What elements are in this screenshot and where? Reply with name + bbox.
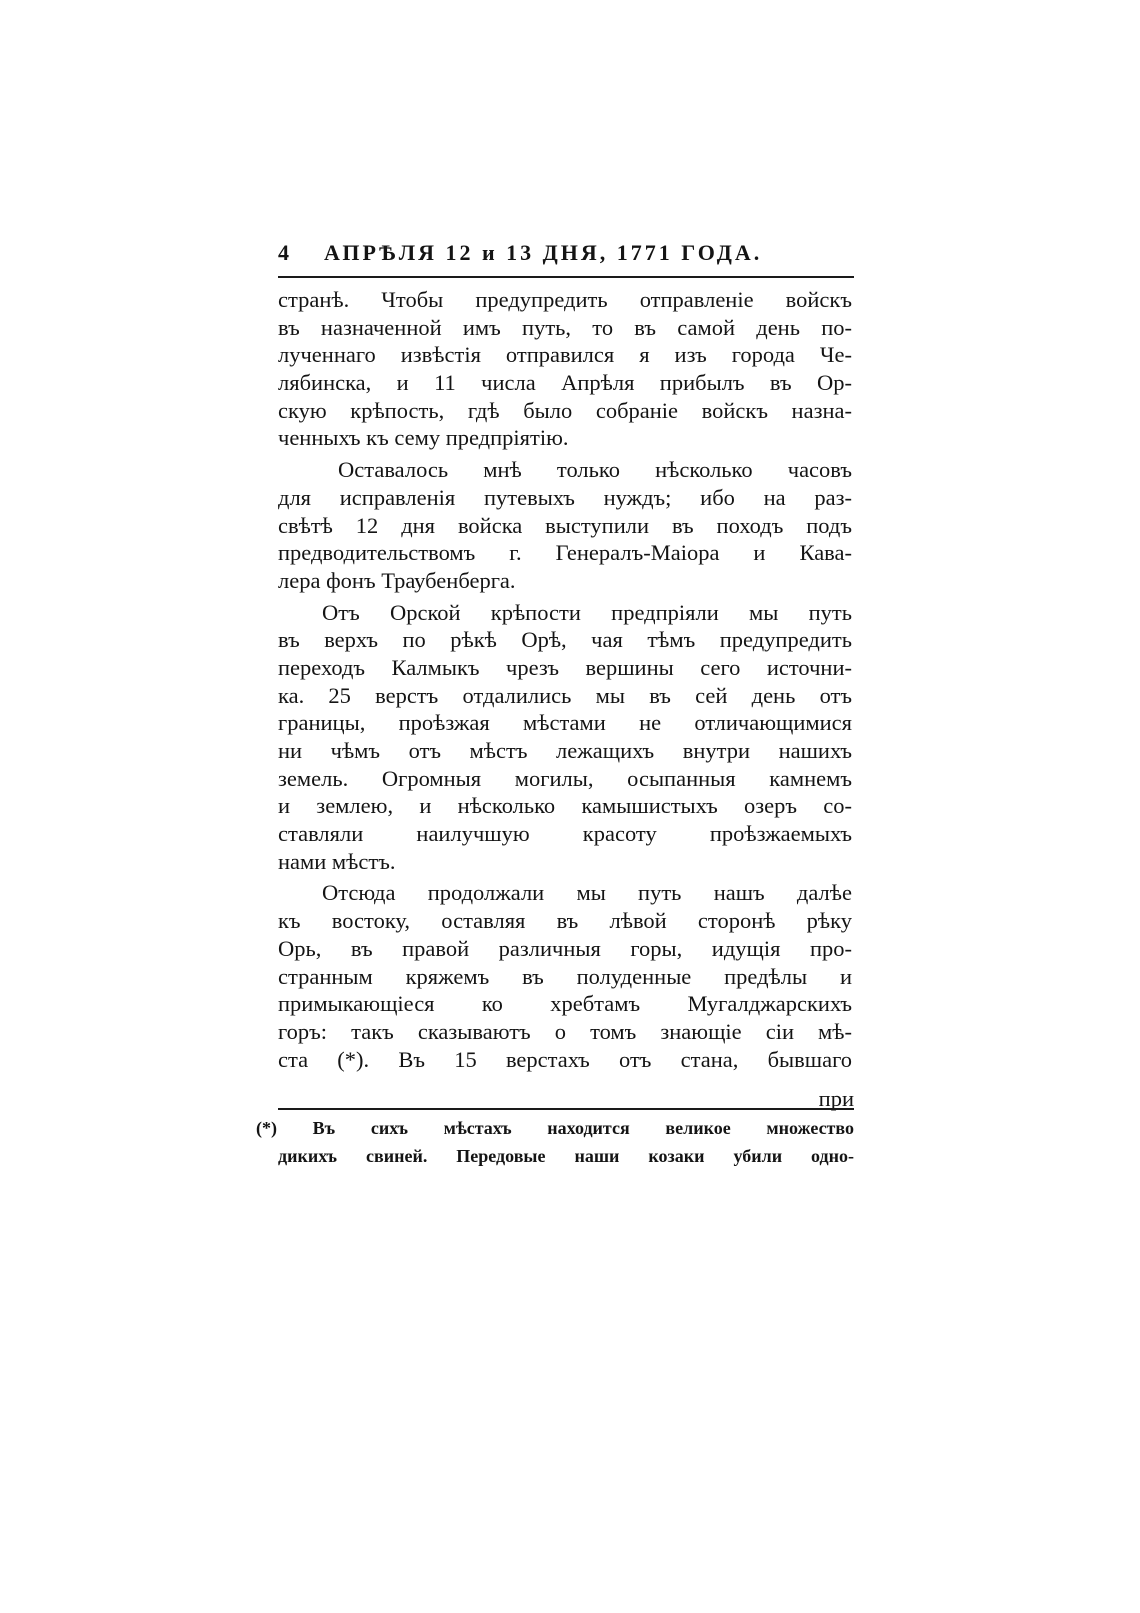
text-line: къ востоку, оставляя въ лѣвой сторонѣ рѣку (278, 908, 852, 934)
text-line: странѣ. Чтобы предупредить отправленіе войскъ (278, 287, 852, 312)
text-line: свѣтѣ 12 дня войска выступили въ походъ подъ (278, 512, 852, 538)
text-line: ни чѣмъ отъ мѣстъ лежащихъ внутри нашихъ (278, 738, 852, 763)
text-line: ка. 25 верстъ отдалились мы въ сей день отъ (278, 682, 852, 708)
running-head: АПРѢЛЯ 12 и 13 ДНЯ, 1771 ГОДА. (324, 240, 763, 265)
text-line: Орь, въ правой различныя горы, идущія про- (278, 935, 852, 961)
footnote (256, 1114, 854, 1170)
text-line: ченныхъ къ сему предпріятію. (278, 425, 569, 451)
text-line: предводительствомъ г. Генералъ-Маіора и Кава- (278, 540, 852, 566)
footnote-line: дикихъ свиней. Передовые наши козаки убили одно- (278, 1146, 854, 1166)
text-line: горъ: такъ сказываютъ о томъ знающіе сіи мѣ- (278, 1018, 852, 1044)
text-line: границы, проѣзжая мѣстами не отличающимися (278, 710, 852, 736)
text-line: для исправленія путевыхъ нуждъ; ибо на раз- (278, 484, 852, 510)
text-line: и землею, и нѣсколько камышистыхъ озеръ со- (278, 793, 852, 819)
text-line: земель. Огромныя могилы, осыпанныя камнемъ (278, 765, 852, 791)
text-line: примыкающіеся ко хребтамъ Мугалджарскихъ (278, 991, 852, 1017)
text-line: Отъ Орской крѣпости предпріяли мы путь (322, 599, 852, 625)
text-line: ста (*). Въ 15 верстахъ отъ стана, бывшаго (278, 1046, 852, 1072)
header-rule (278, 276, 854, 278)
text-line: лера фонъ Траубенберга. (278, 567, 516, 593)
text-line: нами мѣстъ. (278, 848, 396, 874)
page-number: 4 (278, 240, 290, 265)
catchword: при (818, 1086, 854, 1111)
text-line: переходъ Калмыкъ чрезъ вершины сего источни- (278, 654, 852, 680)
footnote-rule (278, 1108, 854, 1110)
text-line: Оставалось мнѣ только нѣсколько часовъ (338, 457, 852, 483)
text-line: въ верхъ по рѣкѣ Орѣ, чая тѣмъ предупредить (278, 627, 852, 653)
page-header (278, 240, 850, 270)
text-line: ставляли наилучшую красоту проѣзжаемыхъ (278, 821, 852, 847)
text-line: лученнаго извѣстія отправился я изъ города Че- (278, 342, 852, 368)
text-line: Отсюда продолжали мы путь нашъ далѣе (322, 880, 852, 906)
text-line: скую крѣпость, гдѣ было собраніе войскъ назна- (278, 397, 852, 423)
text-line: лябинска, и 11 числа Апрѣля прибылъ въ Ор- (278, 370, 852, 396)
text-line: странным кряжемъ въ полуденные предѣлы и (278, 963, 852, 989)
body-text (278, 286, 852, 1073)
text-line: въ назначенной имъ путь, то въ самой день по- (278, 314, 852, 340)
footnote-line: (*) Въ сихъ мѣстахъ находится великое множество (256, 1118, 854, 1138)
